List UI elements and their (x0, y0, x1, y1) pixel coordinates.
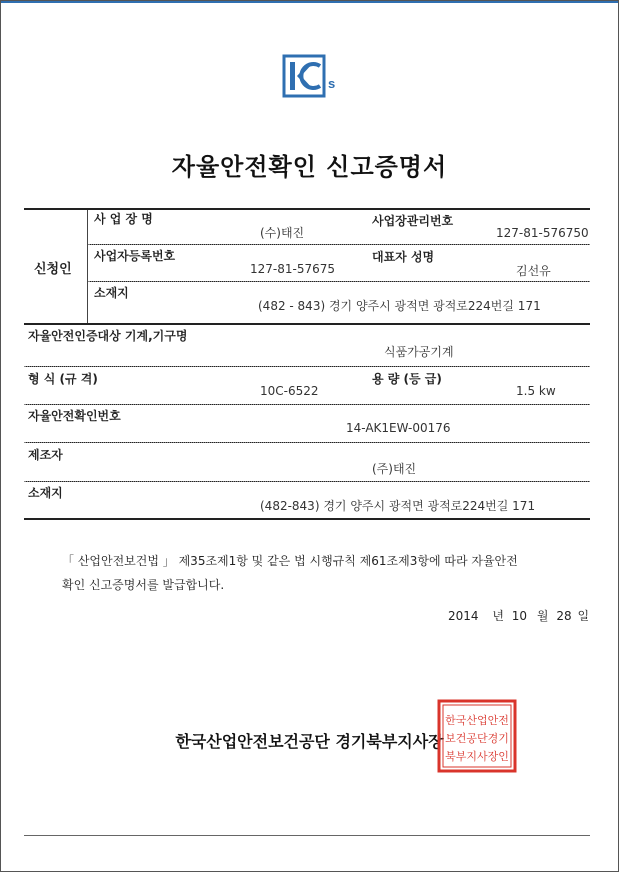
maker-value: (주)태진 (372, 462, 417, 476)
maker-label: 제조자 (28, 448, 63, 462)
target-value: 식품가공기계 (384, 345, 454, 359)
model-label: 형 식 (규 격) (28, 372, 98, 386)
document-title: 자율안전확인 신고증명서 (171, 153, 448, 181)
applicant-section-label: 신청인 (34, 262, 72, 277)
capacity-label: 용 량 (등 급) (372, 372, 442, 386)
svg-text:s: s (328, 76, 336, 91)
date-month: 10 (511, 609, 528, 623)
issue-date (448, 604, 589, 628)
maker-address-value: (482-843) 경기 양주시 광적면 광적로224번길 171 (260, 499, 536, 513)
statement-line-2: 확인 신고증명서를 발급합니다. (62, 578, 225, 592)
date-day-unit: 일 (577, 609, 590, 623)
svg-text:북부지사장인: 북부지사장인 (445, 750, 509, 763)
address-label: 소재지 (94, 286, 129, 300)
row-divider (88, 244, 590, 245)
svg-text:보건공단경기: 보건공단경기 (445, 732, 509, 745)
confirm-no-value: 14-AK1EW-00176 (346, 421, 451, 435)
row-divider (24, 442, 590, 443)
applicant-divider (87, 210, 88, 324)
rep-name-label: 대표자 성명 (372, 250, 435, 264)
footer-line (24, 835, 590, 836)
date-year-unit: 년 (492, 609, 504, 623)
address-value: (482 - 843) 경기 양주시 광적면 광적로224번길 171 (258, 299, 541, 313)
maker-address-label: 소재지 (28, 486, 63, 500)
biz-reg-no-label: 사업자등록번호 (94, 249, 176, 263)
target-label: 자율안전인증대상 기계,기구명 (28, 329, 188, 343)
business-name-label: 사 업 장 명 (94, 212, 153, 226)
date-month-unit: 월 (536, 609, 549, 623)
site-mgmt-no-value: 127-81-576750 (496, 226, 589, 240)
official-seal-icon (437, 699, 517, 773)
rep-name-value: 김선유 (516, 264, 551, 278)
biz-reg-no-value: 127-81-57675 (250, 262, 336, 276)
date-year: 2014 (448, 609, 479, 623)
issuer-name: 한국산업안전보건공단 경기북부지사장 (175, 732, 444, 751)
table-bottom-border (24, 518, 590, 520)
statement-line-1: 「 산업안전보건법 」 제35조제1항 및 같은 법 시행규칙 제61조제3항에 따라 자율안전 (62, 554, 518, 568)
row-divider (88, 281, 590, 282)
confirm-no-label: 자율안전확인번호 (28, 409, 121, 423)
date-day: 28 (556, 609, 572, 623)
site-mgmt-no-label: 사업장관리번호 (372, 214, 454, 228)
business-name-value: (수)태진 (260, 226, 305, 240)
row-divider (24, 404, 590, 405)
row-divider (24, 481, 590, 482)
section-border (24, 323, 590, 325)
capacity-value: 1.5 kw (516, 384, 556, 398)
svg-text:한국산업안전: 한국산업안전 (445, 714, 509, 727)
row-divider (24, 366, 590, 367)
model-value: 10C-6522 (260, 384, 319, 398)
kcs-logo-icon (282, 54, 342, 100)
